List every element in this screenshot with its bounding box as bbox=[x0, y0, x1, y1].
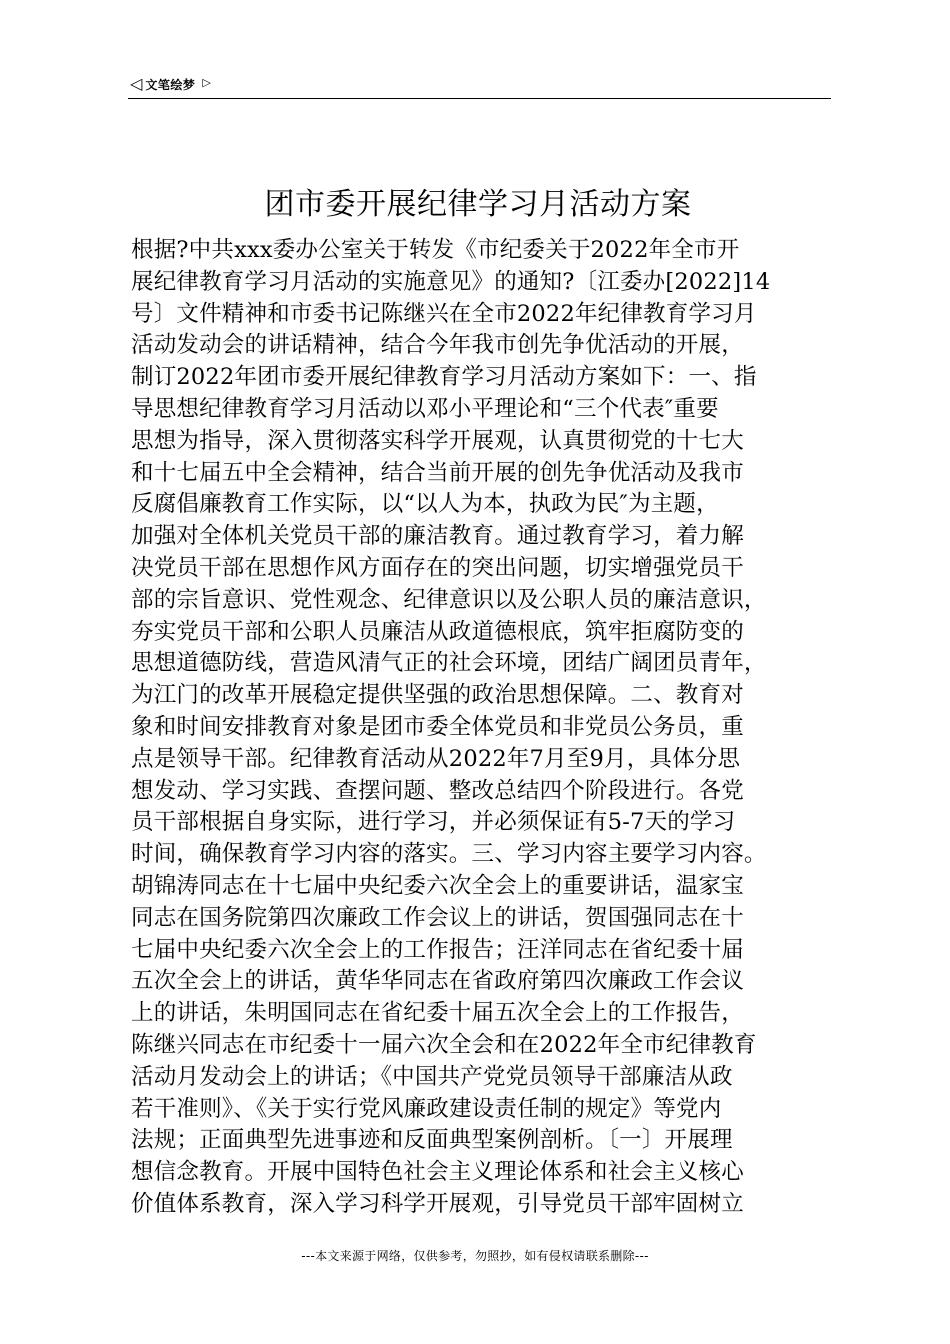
body-line: 胡锦涛同志在十七届中央纪委六次全会上的重要讲话，温家宝 bbox=[131, 872, 744, 899]
right-triangle-icon: ▷ bbox=[202, 75, 211, 89]
body-line: 法规；正面典型先进事迹和反面典型案例剖析。〔一〕开展理 bbox=[131, 1127, 733, 1154]
body-line: 夯实党员干部和公职人员廉洁从政道德根底，筑牢拒腐防变的 bbox=[131, 618, 744, 645]
body-line: 部的宗旨意识、党性观念、纪律意识以及公职人员的廉洁意识， bbox=[131, 586, 767, 613]
body-line: 和十七届五中全会精神，结合当前开展的创先争优活动及我市 bbox=[131, 459, 744, 486]
body-line: 若干准则》、《关于实行党风廉政建设责任制的规定》等党内 bbox=[131, 1095, 722, 1122]
body-line: 活动发动会的讲话精神，结合今年我市创先争优活动的开展， bbox=[131, 332, 744, 359]
body-line: 反腐倡廉教育工作实际，以“以人为本，执政为民″为主题， bbox=[131, 491, 719, 518]
body-line: 七届中央纪委六次全会上的工作报告；汪洋同志在省纪委十届 bbox=[131, 936, 744, 963]
body-line: 活动月发动会上的讲话；《中国共产党党员领导干部廉洁从政 bbox=[131, 1063, 733, 1090]
body-line: 点是领导干部。纪律教育活动从2022年7月至9月，具体分思 bbox=[131, 745, 741, 772]
page-header bbox=[130, 72, 830, 96]
body-line: 上的讲话，朱明国同志在省纪委十届五次全会上的工作报告， bbox=[131, 1000, 744, 1027]
document-body bbox=[131, 235, 833, 1221]
body-line: 想信念教育。开展中国特色社会主义理论体系和社会主义核心 bbox=[131, 1159, 744, 1186]
header-divider bbox=[128, 98, 831, 99]
body-line: 价值体系教育，深入学习科学开展观，引导党员干部牢固树立 bbox=[131, 1190, 744, 1217]
body-line: 同志在国务院第四次廉政工作会议上的讲话，贺国强同志在十 bbox=[131, 904, 744, 931]
left-triangle-icon: ◁ bbox=[130, 74, 143, 93]
body-line: 陈继兴同志在市纪委十一届六次全会和在2022年全市纪律教育 bbox=[131, 1031, 757, 1058]
brand-label: 文笔绘梦 bbox=[145, 77, 196, 92]
body-line: 决党员干部在思想作风方面存在的突出问题，切实增强党员干 bbox=[131, 554, 744, 581]
body-line: 五次全会上的讲话，黄华华同志在省政府第四次廉政工作会议 bbox=[131, 968, 744, 995]
body-line: 号〕文件精神和市委书记陈继兴在全市2022年纪律教育学习月 bbox=[131, 300, 757, 327]
body-line: 思想道德防线，营造风清气正的社会环境，团结广阔团员青年， bbox=[131, 650, 767, 677]
document-title: 团市委开展纪律学习月活动方案 bbox=[264, 187, 692, 222]
body-line: 思想为指导，深入贯彻落实科学开展观，认真贯彻党的十七大 bbox=[131, 427, 744, 454]
body-line: 加强对全体机关党员干部的廉洁教育。通过教育学习，着力解 bbox=[131, 523, 744, 550]
body-line: 员干部根据自身实际，进行学习，并必须保证有5-7天的学习 bbox=[131, 809, 736, 836]
page-footer-note: ---本文来源于网络，仅供参考，勿照抄，如有侵权请联系删除--- bbox=[301, 1249, 649, 1263]
body-line: 想发动、学习实践、查摆问题、整改总结四个阶段进行。各党 bbox=[131, 777, 744, 804]
body-line: 为江门的改革开展稳定提供坚强的政治思想保障。二、教育对 bbox=[131, 682, 744, 709]
body-line: 时间，确保教育学习内容的落实。三、学习内容主要学习内容。 bbox=[131, 841, 767, 868]
body-line: 制订2022年团市委开展纪律教育学习月活动方案如下：一、指 bbox=[131, 364, 757, 391]
body-line: 展纪律教育学习月活动的实施意见》的通知?〔江委办[2022]14 bbox=[131, 268, 771, 295]
body-line: 象和时间安排教育对象是团市委全体党员和非党员公务员，重 bbox=[131, 713, 744, 740]
body-line: 导思想纪律教育学习月活动以邓小平理论和“三个代表″重要 bbox=[131, 395, 719, 422]
body-line: 根据?中共xxx委办公室关于转发《市纪委关于2022年全市开 bbox=[131, 237, 740, 263]
